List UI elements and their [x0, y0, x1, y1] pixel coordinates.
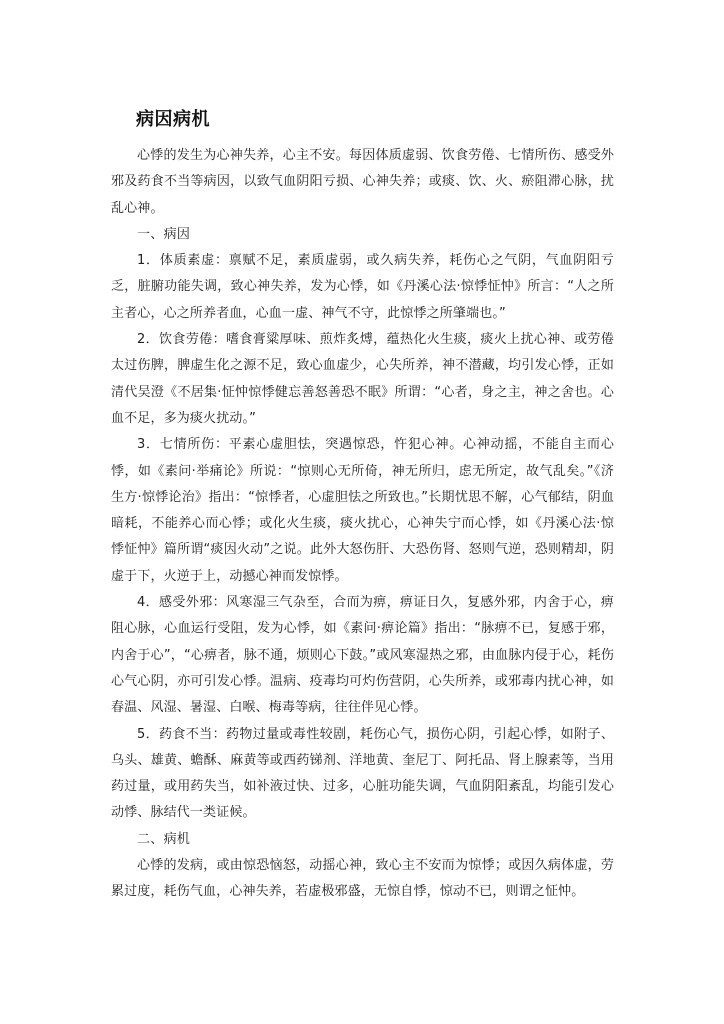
cause-item-4: 4．感受外邪：风寒湿三气杂至，合而为痹，痹证日久，复感外邪，内舍于心，痹阻心脉，心血运行受阻，发为心悸，如《素问·痹论篇》指出：“脉痹不已，复感于邪，内舍于心”，“心痹者，脉不通，烦则心下鼓。”或风寒湿热之邪，由血脉内侵于心，耗伤心气心阴，亦可引发心悸。温病、疫毒均可灼伤营阴，心失所养，或邪毒内扰心神，如春温、风湿、暑湿、白喉、梅毒等病，往往伴见心悸。: [111, 595, 614, 716]
section-heading-pathogenesis: 二、病机: [137, 831, 191, 847]
cause-item-2: 2．饮食劳倦：嗜食膏粱厚味、煎炸炙煿，蕴热化火生痰，痰火上扰心神、或劳倦太过伤脾，脾虚生化之源不足，致心血虚少，心失所养，神不潜藏，均引发心悸，正如清代吴澄《不居集·怔忡惊悸健忘善怒善恐不眠》所谓：“心者，身之主，神之舍也。心血不足，多为痰火扰动。”: [111, 332, 614, 426]
cause-item-1: 1．体质素虚：禀赋不足，素质虚弱，或久病失养，耗伤心之气阴，气血阴阳亏乏，脏腑功能失调，致心神失养，发为心悸，如《丹溪心法·惊悸怔忡》所言：“人之所主者心，心之所养者血，心血一虚、神气不守，此惊悸之所肇端也。”: [111, 253, 614, 321]
intro-paragraph: 心悸的发生为心神失养，心主不安。每因体质虚弱、饮食劳倦、七情所伤、感受外邪及药食不当等病因，以致气血阴阳亏损、心神失养；或痰、饮、火、瘀阻滞心脉，扰乱心神。: [111, 148, 614, 216]
section-heading-causes: 一、病因: [137, 226, 191, 242]
document-body: [111, 143, 614, 906]
pathogenesis-paragraph: 心悸的发病，或由惊恐恼怒，动摇心神，致心主不安而为惊悸；或因久病体虚，劳累过度，耗伤气血，心神失养，若虚极邪盛，无惊自悸，惊动不已，则谓之怔忡。: [111, 858, 614, 900]
cause-item-3: 3．七情所伤：平素心虚胆怯，突遇惊恐，忤犯心神。心神动摇，不能自主而心悸，如《素问·举痛论》所说：“惊则心无所倚，神无所归，虑无所定，故气乱矣。”《济生方·惊悸论治》指出：“惊悸者，心虚胆怯之所致也。”长期忧思不解，心气郁结，阴血暗耗，不能养心而心悸；或化火生痰，痰火扰心，心神失宁而心悸，如《丹溪心法·惊悸怔忡》篇所谓“痰因火动”之说。此外大怒伤肝、大恐伤肾、怒则气逆，恐则精却，阴虚于下，火逆于上，动撼心神而发惊悸。: [111, 437, 614, 584]
page-title: 病因病机: [136, 109, 210, 130]
cause-item-5: 5．药食不当：药物过量或毒性较剧，耗伤心气，损伤心阴，引起心悸，如附子、乌头、雄黄、蟾酥、麻黄等或西药锑剂、洋地黄、奎尼丁、阿托品、肾上腺素等，当用药过量，或用药失当，如补液过快、过多，心脏功能失调，气血阴阳紊乱，均能引发心动悸、脉结代一类证候。: [111, 726, 614, 821]
